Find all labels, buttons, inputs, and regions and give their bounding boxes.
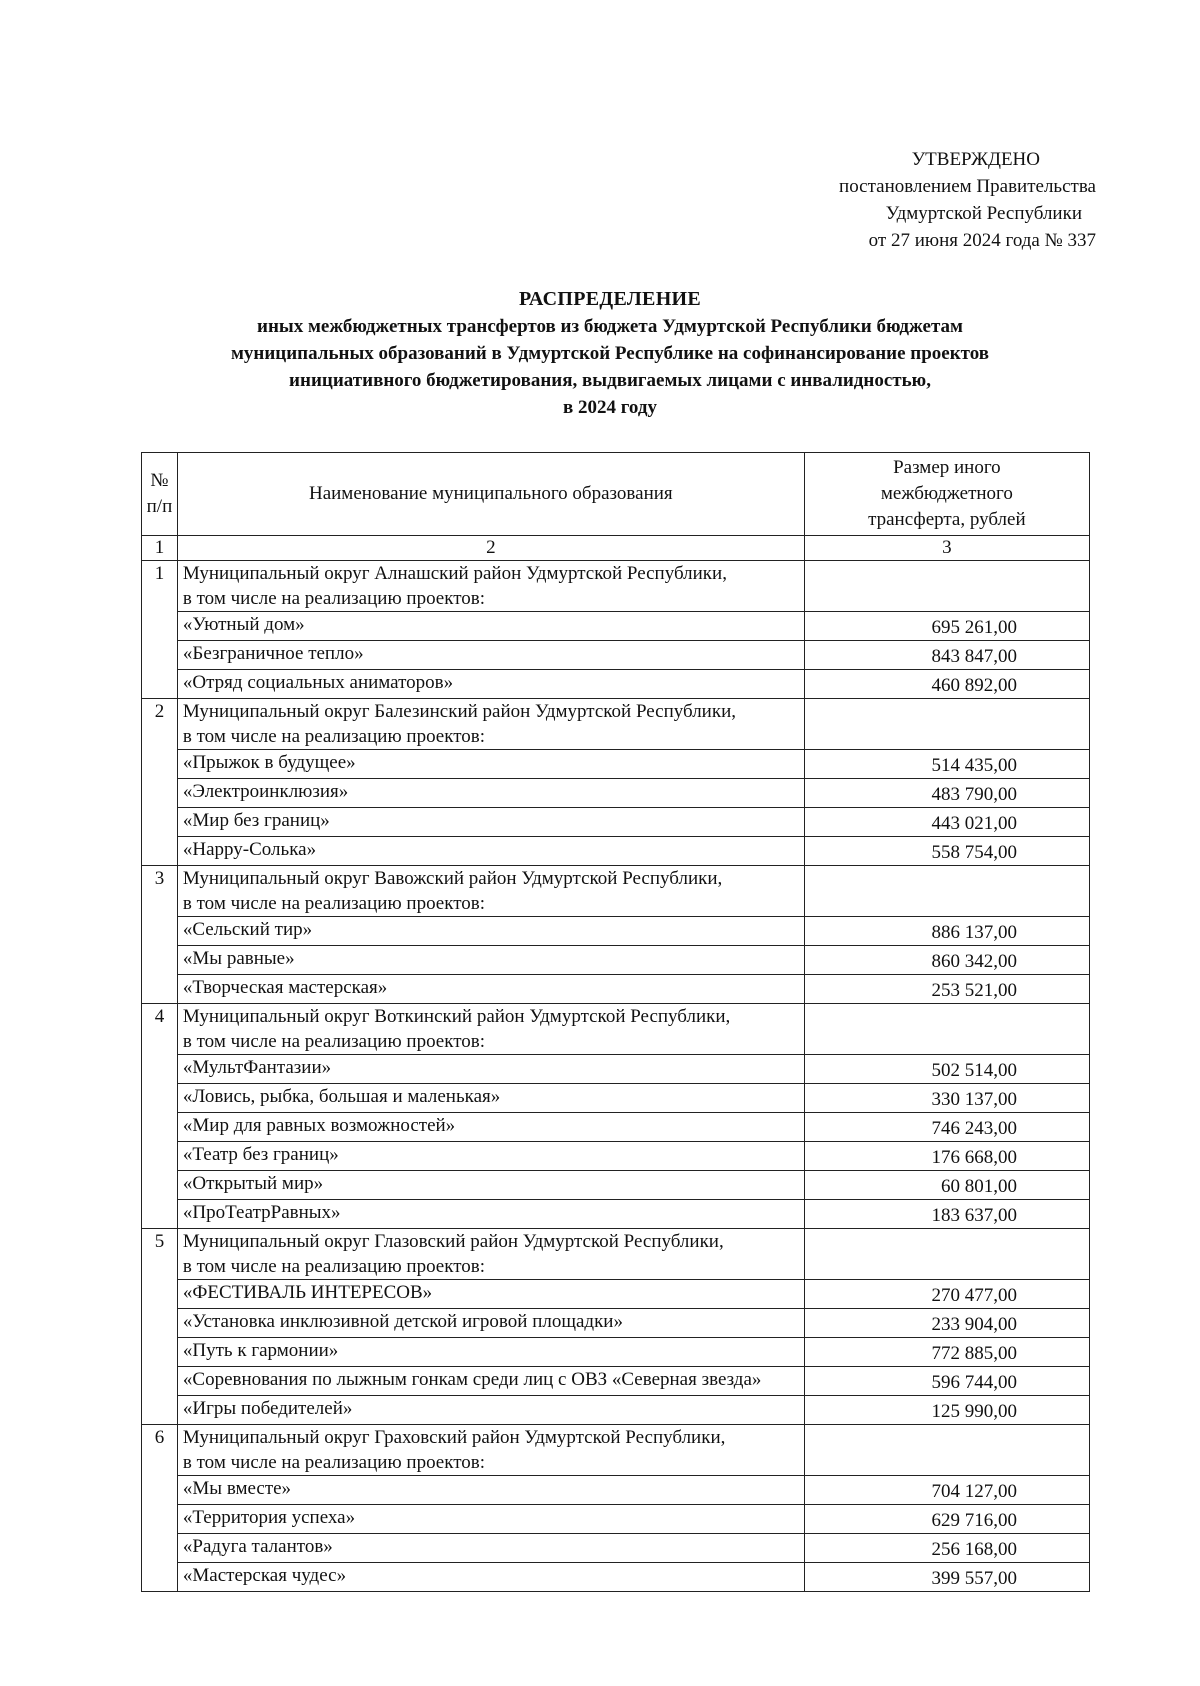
project-name: «Безграничное тепло» <box>177 641 804 670</box>
municipality-row <box>142 866 1090 917</box>
project-name: «Прыжок в будущее» <box>177 750 804 779</box>
project-row <box>142 1055 1090 1084</box>
project-name: «Электроинклюзия» <box>177 779 804 808</box>
municipality-amount <box>804 561 1089 612</box>
municipality-name-line-1: Муниципальный округ Граховский район Удмуртской Республики, <box>182 1427 726 1448</box>
municipality-name <box>177 866 804 917</box>
document-subtitle-line-3: инициативного бюджетирования, выдвигаемых лицами с инвалидностью, <box>289 370 931 391</box>
column-number-1: 1 <box>142 536 178 561</box>
project-amount: 60 801,00 <box>804 1171 1089 1200</box>
project-amount: 558 754,00 <box>804 837 1089 866</box>
project-row <box>142 917 1090 946</box>
municipality-amount <box>804 1425 1089 1476</box>
project-amount: 596 744,00 <box>804 1367 1089 1396</box>
municipality-name-line-1: Муниципальный округ Балезинский район Удмуртской Республики, <box>182 701 737 722</box>
municipality-amount <box>804 1004 1089 1055</box>
project-name: «Путь к гармонии» <box>177 1338 804 1367</box>
municipality-amount <box>804 866 1089 917</box>
document-subtitle-line-4: в 2024 году <box>563 397 657 418</box>
project-row <box>142 612 1090 641</box>
municipality-name <box>177 1004 804 1055</box>
project-row <box>142 1280 1090 1309</box>
header-amount-line-2: межбюджетного <box>880 483 1013 504</box>
row-number: 3 <box>142 866 178 1004</box>
project-row <box>142 1084 1090 1113</box>
approval-line-1: постановлением Правительства <box>839 176 1096 197</box>
project-amount: 460 892,00 <box>804 670 1089 699</box>
project-row <box>142 750 1090 779</box>
approval-line-3: от 27 июня 2024 года № 337 <box>868 230 1096 251</box>
project-name: «Мир для равных возможностей» <box>177 1113 804 1142</box>
project-amount: 256 168,00 <box>804 1534 1089 1563</box>
column-number-row <box>142 536 1090 561</box>
municipality-row <box>142 561 1090 612</box>
project-amount: 176 668,00 <box>804 1142 1089 1171</box>
project-amount: 843 847,00 <box>804 641 1089 670</box>
project-row <box>142 1367 1090 1396</box>
document-title: РАСПРЕДЕЛЕНИЕ <box>518 288 702 310</box>
project-row <box>142 1200 1090 1229</box>
municipality-row <box>142 1004 1090 1055</box>
project-row <box>142 1142 1090 1171</box>
municipality-row <box>142 699 1090 750</box>
row-number: 1 <box>142 561 178 699</box>
approval-stamp <box>736 146 1096 254</box>
municipality-name-line-2: в том числе на реализацию проектов: <box>182 893 486 914</box>
column-number-2: 2 <box>177 536 804 561</box>
municipality-name-line-1: Муниципальный округ Глазовский район Удмуртской Республики, <box>182 1231 724 1252</box>
municipality-name <box>177 699 804 750</box>
distribution-table-body <box>142 453 1090 1592</box>
project-name: «Сельский тир» <box>177 917 804 946</box>
project-name: «Нарру-Солька» <box>177 837 804 866</box>
project-name: «Открытый мир» <box>177 1171 804 1200</box>
project-name: «Ловись, рыбка, большая и маленькая» <box>177 1084 804 1113</box>
project-amount: 772 885,00 <box>804 1338 1089 1367</box>
project-amount: 514 435,00 <box>804 750 1089 779</box>
project-amount: 443 021,00 <box>804 808 1089 837</box>
distribution-table <box>141 452 1090 1592</box>
header-amount-line-3: трансферта, рублей <box>868 509 1026 530</box>
project-amount: 125 990,00 <box>804 1396 1089 1425</box>
project-row <box>142 808 1090 837</box>
project-name: «ФЕСТИВАЛЬ ИНТЕРЕСОВ» <box>177 1280 804 1309</box>
project-row <box>142 946 1090 975</box>
row-number: 4 <box>142 1004 178 1229</box>
municipality-name <box>177 1229 804 1280</box>
document-heading <box>130 286 1090 421</box>
table-header-row <box>142 453 1090 536</box>
project-name: «Театр без границ» <box>177 1142 804 1171</box>
municipality-name-line-2: в том числе на реализацию проектов: <box>182 1031 486 1052</box>
header-amount-cell <box>804 453 1089 536</box>
municipality-name-line-1: Муниципальный округ Вавожский район Удмуртской Республики, <box>182 868 723 889</box>
header-name-cell: Наименование муниципального образования <box>177 453 804 536</box>
municipality-row <box>142 1425 1090 1476</box>
project-amount: 183 637,00 <box>804 1200 1089 1229</box>
header-num-cell <box>142 453 178 536</box>
project-row <box>142 1563 1090 1592</box>
project-row <box>142 641 1090 670</box>
project-name: «Территория успеха» <box>177 1505 804 1534</box>
project-row <box>142 1171 1090 1200</box>
row-number: 2 <box>142 699 178 866</box>
project-amount: 704 127,00 <box>804 1476 1089 1505</box>
project-name: «Мы вместе» <box>177 1476 804 1505</box>
project-row <box>142 1309 1090 1338</box>
project-amount: 399 557,00 <box>804 1563 1089 1592</box>
project-name: «Творческая мастерская» <box>177 975 804 1004</box>
project-name: «Мир без границ» <box>177 808 804 837</box>
project-row <box>142 1534 1090 1563</box>
header-amount-line-1: Размер иного <box>893 457 1001 478</box>
project-amount: 233 904,00 <box>804 1309 1089 1338</box>
project-amount: 695 261,00 <box>804 612 1089 641</box>
header-num-line-2: п/п <box>146 496 173 517</box>
municipality-name <box>177 1425 804 1476</box>
row-number: 6 <box>142 1425 178 1592</box>
municipality-amount <box>804 699 1089 750</box>
project-name: «Соревнования по лыжным гонкам среди лиц с ОВЗ «Северная звезда» <box>177 1367 804 1396</box>
document-subtitle-line-1: иных межбюджетных трансфертов из бюджета Удмуртской Республики бюджетам <box>257 316 963 337</box>
project-row <box>142 1396 1090 1425</box>
municipality-name <box>177 561 804 612</box>
project-amount: 253 521,00 <box>804 975 1089 1004</box>
project-row <box>142 1476 1090 1505</box>
project-name: «Мастерская чудес» <box>177 1563 804 1592</box>
project-amount: 483 790,00 <box>804 779 1089 808</box>
project-name: «Установка инклюзивной детской игровой площадки» <box>177 1309 804 1338</box>
project-amount: 860 342,00 <box>804 946 1089 975</box>
project-name: «Радуга талантов» <box>177 1534 804 1563</box>
project-name: «Уютный дом» <box>177 612 804 641</box>
approval-title: УТВЕРЖДЕНО <box>911 149 1040 170</box>
project-row <box>142 1113 1090 1142</box>
project-row <box>142 1338 1090 1367</box>
project-amount: 502 514,00 <box>804 1055 1089 1084</box>
project-amount: 270 477,00 <box>804 1280 1089 1309</box>
project-row <box>142 670 1090 699</box>
project-row <box>142 779 1090 808</box>
column-number-3: 3 <box>804 536 1089 561</box>
project-row <box>142 1505 1090 1534</box>
row-number: 5 <box>142 1229 178 1425</box>
municipality-name-line-1: Муниципальный округ Воткинский район Удмуртской Республики, <box>182 1006 731 1027</box>
municipality-row <box>142 1229 1090 1280</box>
municipality-name-line-2: в том числе на реализацию проектов: <box>182 588 486 609</box>
municipality-name-line-2: в том числе на реализацию проектов: <box>182 1256 486 1277</box>
document-subtitle-line-2: муниципальных образований в Удмуртской Республике на софинансирование проектов <box>230 343 990 364</box>
project-row <box>142 837 1090 866</box>
municipality-name-line-1: Муниципальный округ Алнашский район Удмуртской Республики, <box>182 563 727 584</box>
project-row <box>142 975 1090 1004</box>
project-name: «Отряд социальных аниматоров» <box>177 670 804 699</box>
project-amount: 886 137,00 <box>804 917 1089 946</box>
municipality-name-line-2: в том числе на реализацию проектов: <box>182 1452 486 1473</box>
project-name: «Мы равные» <box>177 946 804 975</box>
approval-line-2: Удмуртской Республики <box>885 203 1082 224</box>
municipality-amount <box>804 1229 1089 1280</box>
header-num-line-1: № <box>150 470 169 491</box>
project-amount: 746 243,00 <box>804 1113 1089 1142</box>
municipality-name-line-2: в том числе на реализацию проектов: <box>182 726 486 747</box>
project-amount: 330 137,00 <box>804 1084 1089 1113</box>
project-name: «ПроТеатрРавных» <box>177 1200 804 1229</box>
project-amount: 629 716,00 <box>804 1505 1089 1534</box>
project-name: «МультФантазии» <box>177 1055 804 1084</box>
project-name: «Игры победителей» <box>177 1396 804 1425</box>
